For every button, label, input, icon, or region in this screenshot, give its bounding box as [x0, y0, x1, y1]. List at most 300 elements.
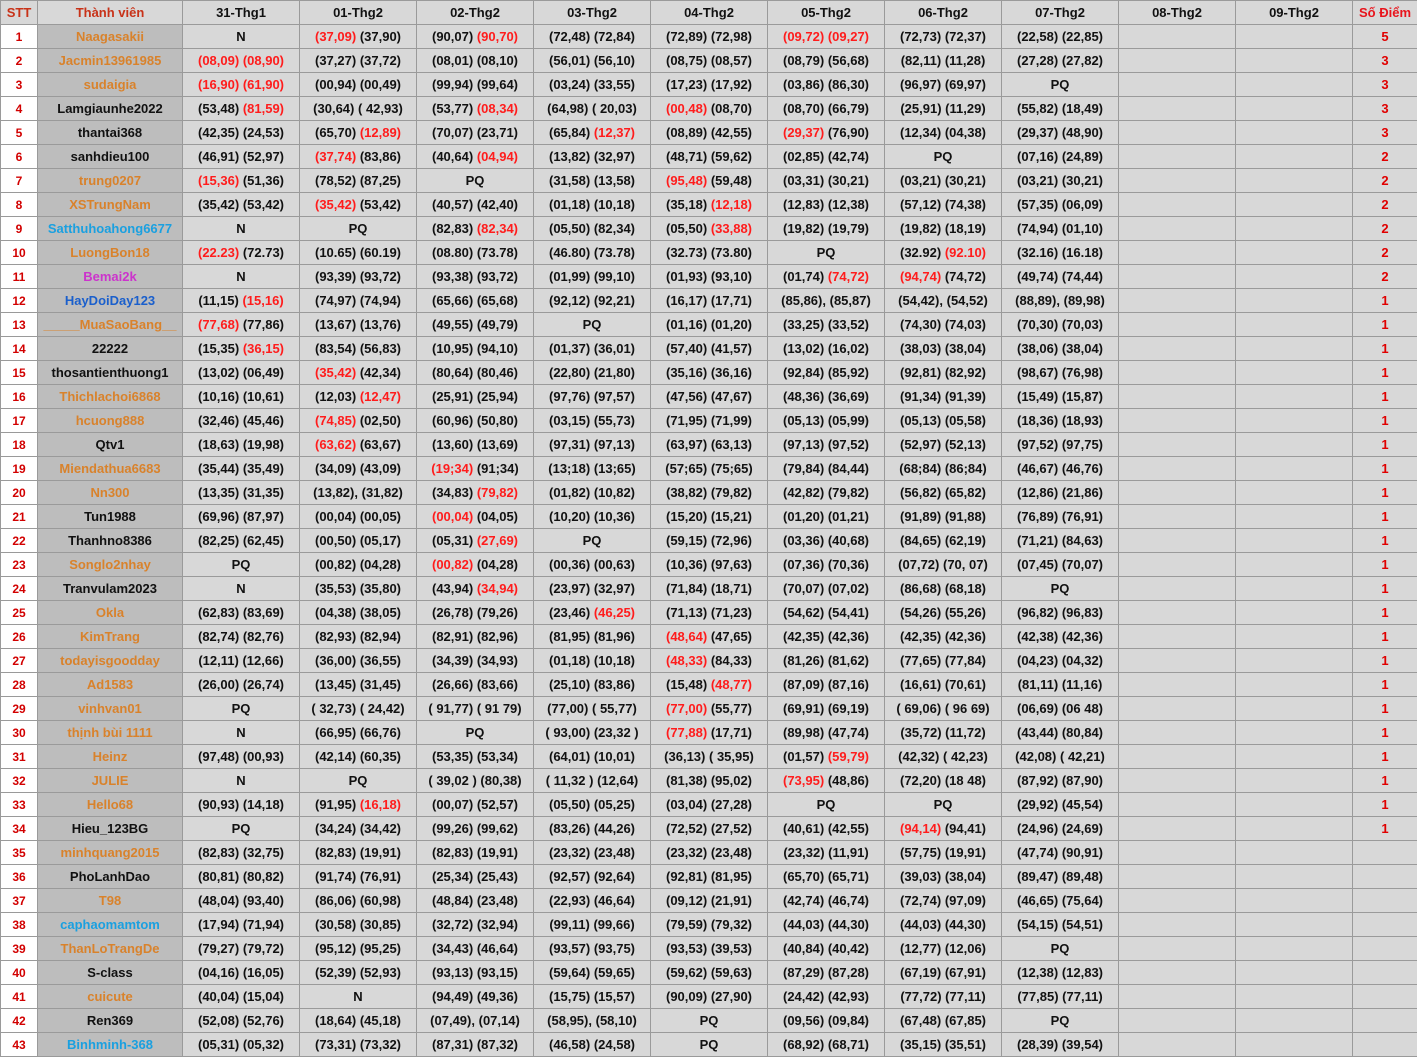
result-pair: (72,48)	[548, 29, 591, 44]
result-pair: ( 91 79)	[476, 701, 522, 716]
result-cell	[183, 649, 300, 673]
result-pair: (70,07)	[782, 581, 825, 596]
result-cell	[885, 1009, 1002, 1033]
result-cell	[1236, 1009, 1353, 1033]
result-cell	[534, 961, 651, 985]
result-cell	[417, 313, 534, 337]
result-pair: N	[236, 773, 246, 788]
result-pair: (77,86)	[242, 317, 285, 332]
result-pair: (35,16)	[665, 365, 708, 380]
result-pair: (06,49)	[242, 365, 285, 380]
result-pair: (81,96)	[593, 629, 636, 644]
score-cell	[1353, 985, 1417, 1009]
result-pair: (01,20)	[782, 509, 825, 524]
result-pair: (59,62)	[710, 149, 753, 164]
result-cell	[417, 505, 534, 529]
result-pair: (07,14)	[478, 1013, 520, 1028]
result-pair: PQ	[1050, 581, 1070, 596]
row-index: 26	[1, 625, 38, 649]
result-pair: (82,34)	[476, 221, 519, 236]
result-cell	[534, 505, 651, 529]
result-pair: PQ	[816, 797, 836, 812]
header-date: 31-Thg1	[183, 1, 300, 25]
result-cell	[768, 913, 885, 937]
result-cell	[885, 841, 1002, 865]
row-index: 14	[1, 337, 38, 361]
result-cell	[1119, 289, 1236, 313]
result-cell	[300, 553, 417, 577]
result-pair: (30,21)	[827, 173, 870, 188]
result-pair: (71,23)	[710, 605, 753, 620]
result-pair: (23,46)	[548, 605, 591, 620]
result-cell	[768, 313, 885, 337]
result-pair: (87,16)	[827, 677, 870, 692]
member-name: Naagasakii	[38, 25, 183, 49]
result-cell	[534, 193, 651, 217]
result-cell	[417, 49, 534, 73]
result-cell	[1236, 265, 1353, 289]
result-pair: (38,03)	[899, 341, 942, 356]
result-cell	[1002, 289, 1119, 313]
result-pair: (55,73)	[593, 413, 636, 428]
score-cell: 1	[1353, 337, 1417, 361]
result-cell	[885, 673, 1002, 697]
header-date: 01-Thg2	[300, 1, 417, 25]
result-pair: (81,62)	[827, 653, 870, 668]
result-cell	[1236, 721, 1353, 745]
result-pair: (48,84)	[431, 893, 474, 908]
result-pair: (32,46)	[197, 413, 240, 428]
result-cell	[300, 745, 417, 769]
result-pair: (55,26)	[944, 605, 987, 620]
result-cell	[1002, 1033, 1119, 1057]
result-cell	[534, 457, 651, 481]
table-row	[1, 385, 1417, 409]
result-cell	[1002, 433, 1119, 457]
result-cell	[300, 145, 417, 169]
result-cell	[885, 937, 1002, 961]
result-pair: (73.78)	[476, 245, 519, 260]
result-pair: (42,38)	[1016, 629, 1059, 644]
result-pair: ( 91,77)	[428, 701, 474, 716]
result-pair: (46,65)	[1016, 893, 1059, 908]
result-cell	[768, 121, 885, 145]
result-pair: (73.78)	[593, 245, 636, 260]
result-cell	[183, 889, 300, 913]
result-cell	[1002, 337, 1119, 361]
result-cell	[651, 265, 768, 289]
result-pair: (92,84)	[782, 365, 825, 380]
result-cell	[300, 217, 417, 241]
result-pair: (01,16)	[665, 317, 708, 332]
result-cell	[534, 985, 651, 1009]
score-cell: 1	[1353, 721, 1417, 745]
result-pair: (90,70)	[476, 29, 519, 44]
result-cell	[885, 457, 1002, 481]
row-index: 9	[1, 217, 38, 241]
result-pair: (86,06)	[314, 893, 357, 908]
result-pair: (05,17)	[359, 533, 402, 548]
result-pair: (31,58)	[548, 173, 591, 188]
result-pair: (87,32)	[476, 1037, 519, 1052]
result-cell	[300, 1033, 417, 1057]
result-cell	[417, 169, 534, 193]
result-pair: (53,77)	[431, 101, 474, 116]
member-name: Songlo2nhay	[38, 553, 183, 577]
table-row	[1, 433, 1417, 457]
result-cell	[768, 361, 885, 385]
row-index: 36	[1, 865, 38, 889]
result-pair: (52,97)	[242, 149, 285, 164]
result-pair: (42,32)	[898, 749, 940, 764]
result-pair: (23,32)	[783, 845, 825, 860]
result-pair: (65,71)	[827, 869, 870, 884]
result-pair: (25,10)	[548, 677, 591, 692]
result-pair: ( 39,02 )	[428, 773, 477, 788]
result-pair: (87,09)	[782, 677, 825, 692]
result-pair: (10,18)	[593, 197, 636, 212]
result-cell	[651, 937, 768, 961]
row-index: 41	[1, 985, 38, 1009]
result-cell	[300, 697, 417, 721]
result-pair: (48,04)	[197, 893, 240, 908]
result-pair: (08,70)	[782, 101, 825, 116]
result-pair: (01,18)	[548, 653, 591, 668]
result-pair: (97,52)	[1016, 437, 1059, 452]
result-pair: (72,73)	[899, 29, 942, 44]
result-pair: (97,31)	[548, 437, 591, 452]
result-pair: (57,12)	[899, 197, 942, 212]
result-pair: (13,58)	[593, 173, 636, 188]
result-pair: (38,04)	[944, 869, 987, 884]
member-name: Tun1988	[38, 505, 183, 529]
result-pair: (09,12)	[665, 893, 708, 908]
result-pair: (39,03)	[899, 869, 942, 884]
result-cell	[183, 25, 300, 49]
member-name: LuongBon18	[38, 241, 183, 265]
result-pair: ( 69,06)	[896, 701, 942, 716]
result-pair: (11,29)	[945, 101, 986, 116]
result-pair: (10,36)	[593, 509, 636, 524]
result-pair: (42,74)	[782, 893, 825, 908]
result-pair: (42,34)	[359, 365, 402, 380]
table-row	[1, 649, 1417, 673]
result-pair: (04,28)	[476, 557, 519, 572]
result-pair: (13;65)	[593, 461, 636, 476]
result-cell	[183, 505, 300, 529]
result-cell	[1002, 313, 1119, 337]
result-pair: (07,16)	[1016, 149, 1059, 164]
row-index: 25	[1, 601, 38, 625]
result-pair: PQ	[348, 773, 368, 788]
result-pair: (87,29)	[782, 965, 825, 980]
score-cell	[1353, 841, 1417, 865]
result-cell	[1002, 49, 1119, 73]
result-cell	[534, 97, 651, 121]
row-index: 12	[1, 289, 38, 313]
result-cell	[417, 145, 534, 169]
result-cell	[1119, 961, 1236, 985]
result-pair: (47,56)	[665, 389, 708, 404]
result-cell	[1236, 409, 1353, 433]
header-date: 07-Thg2	[1002, 1, 1119, 25]
result-pair: (83,54)	[314, 341, 357, 356]
table-row	[1, 505, 1417, 529]
result-pair: ( 96 69)	[944, 701, 990, 716]
result-cell	[1236, 145, 1353, 169]
score-cell	[1353, 865, 1417, 889]
member-name: Hello68	[38, 793, 183, 817]
result-cell	[885, 97, 1002, 121]
result-cell	[651, 409, 768, 433]
result-pair: (70,36)	[827, 557, 870, 572]
result-cell	[1236, 313, 1353, 337]
result-cell	[768, 721, 885, 745]
result-pair: PQ	[348, 221, 368, 236]
result-cell	[1002, 865, 1119, 889]
result-pair: (66,76)	[359, 725, 402, 740]
result-pair: (46,64)	[476, 941, 519, 956]
result-pair: (16,61)	[899, 677, 942, 692]
result-pair: (25,34)	[431, 869, 474, 884]
result-pair: (77,00)	[665, 701, 708, 716]
result-pair: (65,68)	[476, 293, 519, 308]
result-cell	[651, 865, 768, 889]
member-name: Hieu_123BG	[38, 817, 183, 841]
result-cell	[885, 577, 1002, 601]
result-pair: ( 11,32 )	[545, 773, 594, 788]
result-pair: (74,38)	[944, 197, 987, 212]
result-pair: (15,57)	[593, 989, 636, 1004]
result-cell	[1002, 505, 1119, 529]
result-pair: (45,18)	[359, 1013, 402, 1028]
result-cell	[768, 25, 885, 49]
row-index: 4	[1, 97, 38, 121]
result-cell	[1119, 145, 1236, 169]
result-cell	[1236, 505, 1353, 529]
result-pair: (93,13)	[431, 965, 474, 980]
result-cell	[651, 985, 768, 1009]
result-cell	[417, 577, 534, 601]
result-cell	[885, 889, 1002, 913]
result-cell	[1119, 25, 1236, 49]
result-cell	[885, 217, 1002, 241]
result-pair: (19,91)	[359, 845, 402, 860]
table-row	[1, 409, 1417, 433]
result-cell	[534, 1009, 651, 1033]
result-pair: (95,02)	[710, 773, 753, 788]
result-cell	[417, 529, 534, 553]
result-pair: (90,91)	[1061, 845, 1104, 860]
result-cell	[1002, 769, 1119, 793]
result-pair: (93,72)	[359, 269, 402, 284]
result-cell	[885, 289, 1002, 313]
result-pair: (97,63)	[710, 557, 753, 572]
result-pair: (93,57)	[548, 941, 591, 956]
result-pair: (82,93)	[314, 629, 357, 644]
result-pair: ( 42,23)	[943, 749, 988, 764]
result-cell	[417, 217, 534, 241]
result-pair: (23,48)	[593, 845, 636, 860]
result-pair: (79,32)	[710, 917, 753, 932]
result-cell	[534, 673, 651, 697]
result-pair: ( 42,21)	[1060, 749, 1105, 764]
row-index: 22	[1, 529, 38, 553]
result-cell	[885, 961, 1002, 985]
result-cell	[1236, 97, 1353, 121]
result-pair: (97,13)	[593, 437, 636, 452]
result-pair: (88,89),	[1015, 293, 1060, 308]
result-cell	[300, 97, 417, 121]
result-cell	[183, 865, 300, 889]
result-pair: ( 93,00)	[545, 725, 591, 740]
result-pair: PQ	[582, 533, 602, 548]
result-pair: (93,38)	[431, 269, 474, 284]
result-cell	[183, 289, 300, 313]
row-index: 28	[1, 673, 38, 697]
result-pair: (18,71)	[710, 581, 753, 596]
result-pair: (73,95)	[782, 773, 825, 788]
result-cell	[885, 265, 1002, 289]
result-pair: N	[236, 221, 246, 236]
header-member: Thành viên	[38, 1, 183, 25]
result-pair: (00,93)	[242, 749, 285, 764]
result-pair: (09,84)	[827, 1013, 870, 1028]
result-pair: (22,85)	[1061, 29, 1104, 44]
result-pair: (79,26)	[476, 605, 519, 620]
member-name: vinhvan01	[38, 697, 183, 721]
result-pair: (23,71)	[476, 125, 519, 140]
score-cell	[1353, 961, 1417, 985]
result-cell	[534, 1033, 651, 1057]
result-pair: (62,83)	[197, 605, 240, 620]
result-pair: (82,25)	[197, 533, 240, 548]
result-cell	[885, 1033, 1002, 1057]
result-pair: (81,11)	[1017, 677, 1059, 692]
result-cell	[1002, 1009, 1119, 1033]
result-pair: (08,70)	[710, 101, 753, 116]
result-cell	[1002, 241, 1119, 265]
result-pair: (79,82)	[827, 485, 870, 500]
result-pair: (49,79)	[476, 317, 519, 332]
header-date: 03-Thg2	[534, 1, 651, 25]
result-cell	[651, 289, 768, 313]
result-pair: (46,58)	[548, 1037, 591, 1052]
result-cell	[417, 73, 534, 97]
result-cell	[885, 697, 1002, 721]
result-cell	[300, 289, 417, 313]
result-cell	[885, 481, 1002, 505]
result-pair: (74,85)	[314, 413, 357, 428]
result-pair: (00,82)	[314, 557, 357, 572]
result-cell	[1002, 481, 1119, 505]
result-cell	[651, 433, 768, 457]
result-pair: (10,01)	[593, 749, 636, 764]
result-pair: (00,50)	[314, 533, 357, 548]
result-cell	[1236, 865, 1353, 889]
result-pair: (54,42),	[898, 293, 943, 308]
member-name: todayisgoodday	[38, 649, 183, 673]
result-pair: (16,17)	[665, 293, 708, 308]
result-pair: (39,53)	[710, 941, 753, 956]
result-cell	[651, 49, 768, 73]
result-pair: (35,42)	[197, 197, 240, 212]
result-cell	[417, 817, 534, 841]
result-pair: (21,91)	[710, 893, 753, 908]
result-pair: (05,58)	[944, 413, 987, 428]
result-pair: (01,18)	[548, 197, 591, 212]
result-cell	[768, 601, 885, 625]
result-cell	[183, 841, 300, 865]
member-name: Thichlachoi6868	[38, 385, 183, 409]
result-pair: (93,39)	[314, 269, 357, 284]
result-pair: (79,82)	[476, 485, 519, 500]
result-pair: (71,21)	[1016, 533, 1059, 548]
result-cell	[768, 409, 885, 433]
result-pair: (00,07)	[431, 797, 474, 812]
result-cell	[417, 745, 534, 769]
result-cell	[651, 73, 768, 97]
result-pair: (53,42)	[359, 197, 402, 212]
result-cell	[1119, 121, 1236, 145]
result-pair: (46,25)	[593, 605, 636, 620]
member-name: caphaomamtom	[38, 913, 183, 937]
result-cell	[300, 529, 417, 553]
result-pair: (95,25)	[359, 941, 402, 956]
result-cell	[1119, 913, 1236, 937]
result-cell	[885, 241, 1002, 265]
result-pair: N	[236, 29, 246, 44]
result-cell	[885, 649, 1002, 673]
result-pair: (60,96)	[431, 413, 474, 428]
result-cell	[417, 1009, 534, 1033]
result-cell	[1236, 193, 1353, 217]
result-pair: (00,82)	[431, 557, 474, 572]
result-pair: (64,01)	[548, 749, 591, 764]
result-cell	[885, 361, 1002, 385]
result-pair: (18,64)	[314, 1013, 357, 1028]
result-pair: (34,09)	[314, 461, 357, 476]
result-cell	[1119, 769, 1236, 793]
result-cell	[885, 817, 1002, 841]
result-pair: (56,10)	[593, 53, 636, 68]
result-pair: (53,42)	[242, 197, 285, 212]
result-cell	[300, 313, 417, 337]
result-pair: (42,55)	[710, 125, 753, 140]
result-pair: (47,74)	[1016, 845, 1059, 860]
score-cell: 1	[1353, 481, 1417, 505]
result-cell	[417, 409, 534, 433]
result-cell	[300, 73, 417, 97]
table-row	[1, 937, 1417, 961]
result-cell	[768, 145, 885, 169]
row-index: 18	[1, 433, 38, 457]
result-pair: PQ	[465, 725, 485, 740]
row-index: 11	[1, 265, 38, 289]
result-pair: (15,75)	[548, 989, 591, 1004]
result-pair: (09,27)	[827, 29, 870, 44]
result-pair: (74,72)	[944, 269, 987, 284]
result-pair: (15,36)	[197, 173, 240, 188]
result-pair: (15,21)	[710, 509, 753, 524]
result-pair: (94,10)	[476, 341, 519, 356]
result-pair: (10,36)	[665, 557, 708, 572]
result-pair: (54,51)	[1061, 917, 1104, 932]
result-cell	[1002, 817, 1119, 841]
result-pair: (48,90)	[1061, 125, 1104, 140]
result-cell	[885, 145, 1002, 169]
result-pair: (73,32)	[359, 1037, 402, 1052]
